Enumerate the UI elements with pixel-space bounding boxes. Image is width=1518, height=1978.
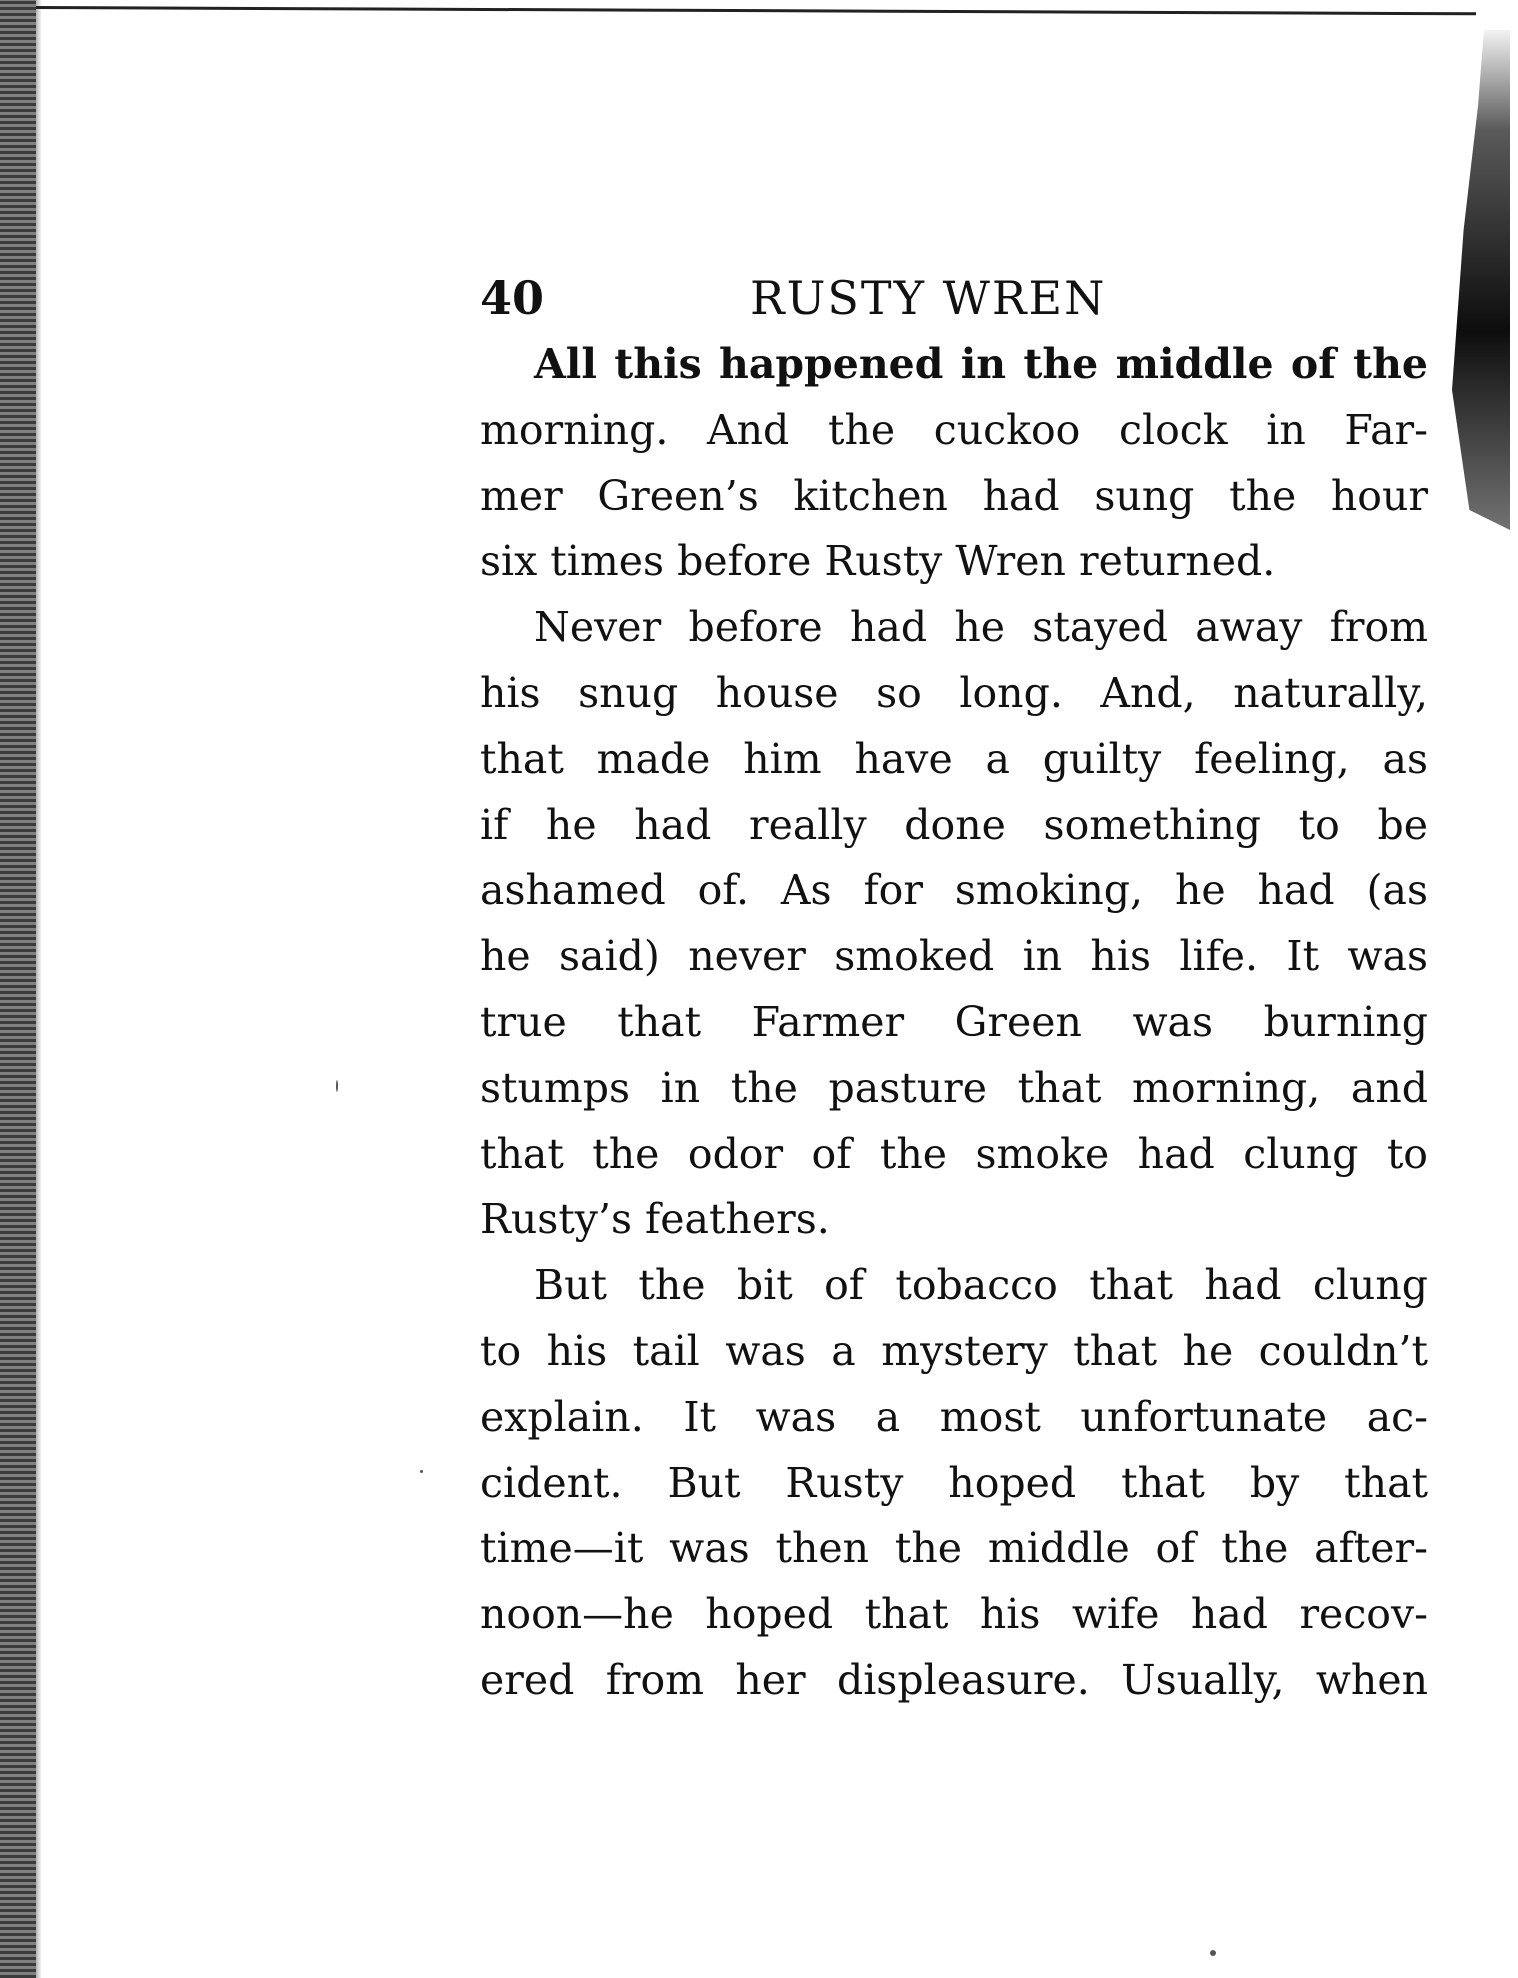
text-line: he said) never smoked in his life. It was — [480, 932, 1428, 981]
text-line: noon—he hoped that his wife had recov- — [480, 1590, 1428, 1639]
text-line: mer Green’s kitchen had sung the hour — [480, 471, 1428, 520]
text-line: six times before Rusty Wren returned. — [480, 537, 1276, 586]
text-line: if he had really done something to be — [480, 800, 1428, 849]
text-line: true that Farmer Green was burning — [480, 997, 1428, 1046]
page-number: 40 — [480, 271, 545, 325]
running-head: RUSTY WREN — [750, 271, 1107, 325]
text-line: But the bit of tobacco that had clung — [534, 1261, 1428, 1310]
text-line: Rusty’s feathers. — [480, 1195, 830, 1244]
scan-binding-edge — [0, 0, 36, 1978]
text-line: that made him have a guilty feeling, as — [480, 734, 1428, 783]
text-line: All this happened in the middle of the — [534, 340, 1428, 388]
text-line: time—it was then the middle of the after- — [480, 1524, 1428, 1573]
text-line: explain. It was a most unfortunate ac- — [480, 1392, 1428, 1441]
text-line: ashamed of. As for smoking, he had (as — [480, 866, 1428, 915]
text-line: that the odor of the smoke had clung to — [480, 1129, 1428, 1178]
scan-right-shadow — [1452, 30, 1510, 530]
scan-speck — [420, 1470, 423, 1473]
text-line: ered from her displeasure. Usually, when — [480, 1655, 1428, 1704]
text-line: stumps in the pasture that morning, and — [480, 1063, 1428, 1112]
scan-page-top-edge — [36, 6, 1476, 15]
scan-speck — [336, 1080, 338, 1092]
body-text — [480, 332, 1428, 1714]
book-page — [480, 268, 1428, 1714]
text-line: to his tail was a mystery that he couldn’t — [480, 1326, 1428, 1375]
text-line: morning. And the cuckoo clock in Far- — [480, 405, 1428, 454]
text-line: cident. But Rusty hoped that by that — [480, 1458, 1428, 1507]
page-header — [480, 268, 1428, 328]
text-line: Never before had he stayed away from — [534, 603, 1428, 652]
text-line: his snug house so long. And, naturally, — [480, 668, 1428, 717]
scan-speck — [1210, 1950, 1216, 1956]
